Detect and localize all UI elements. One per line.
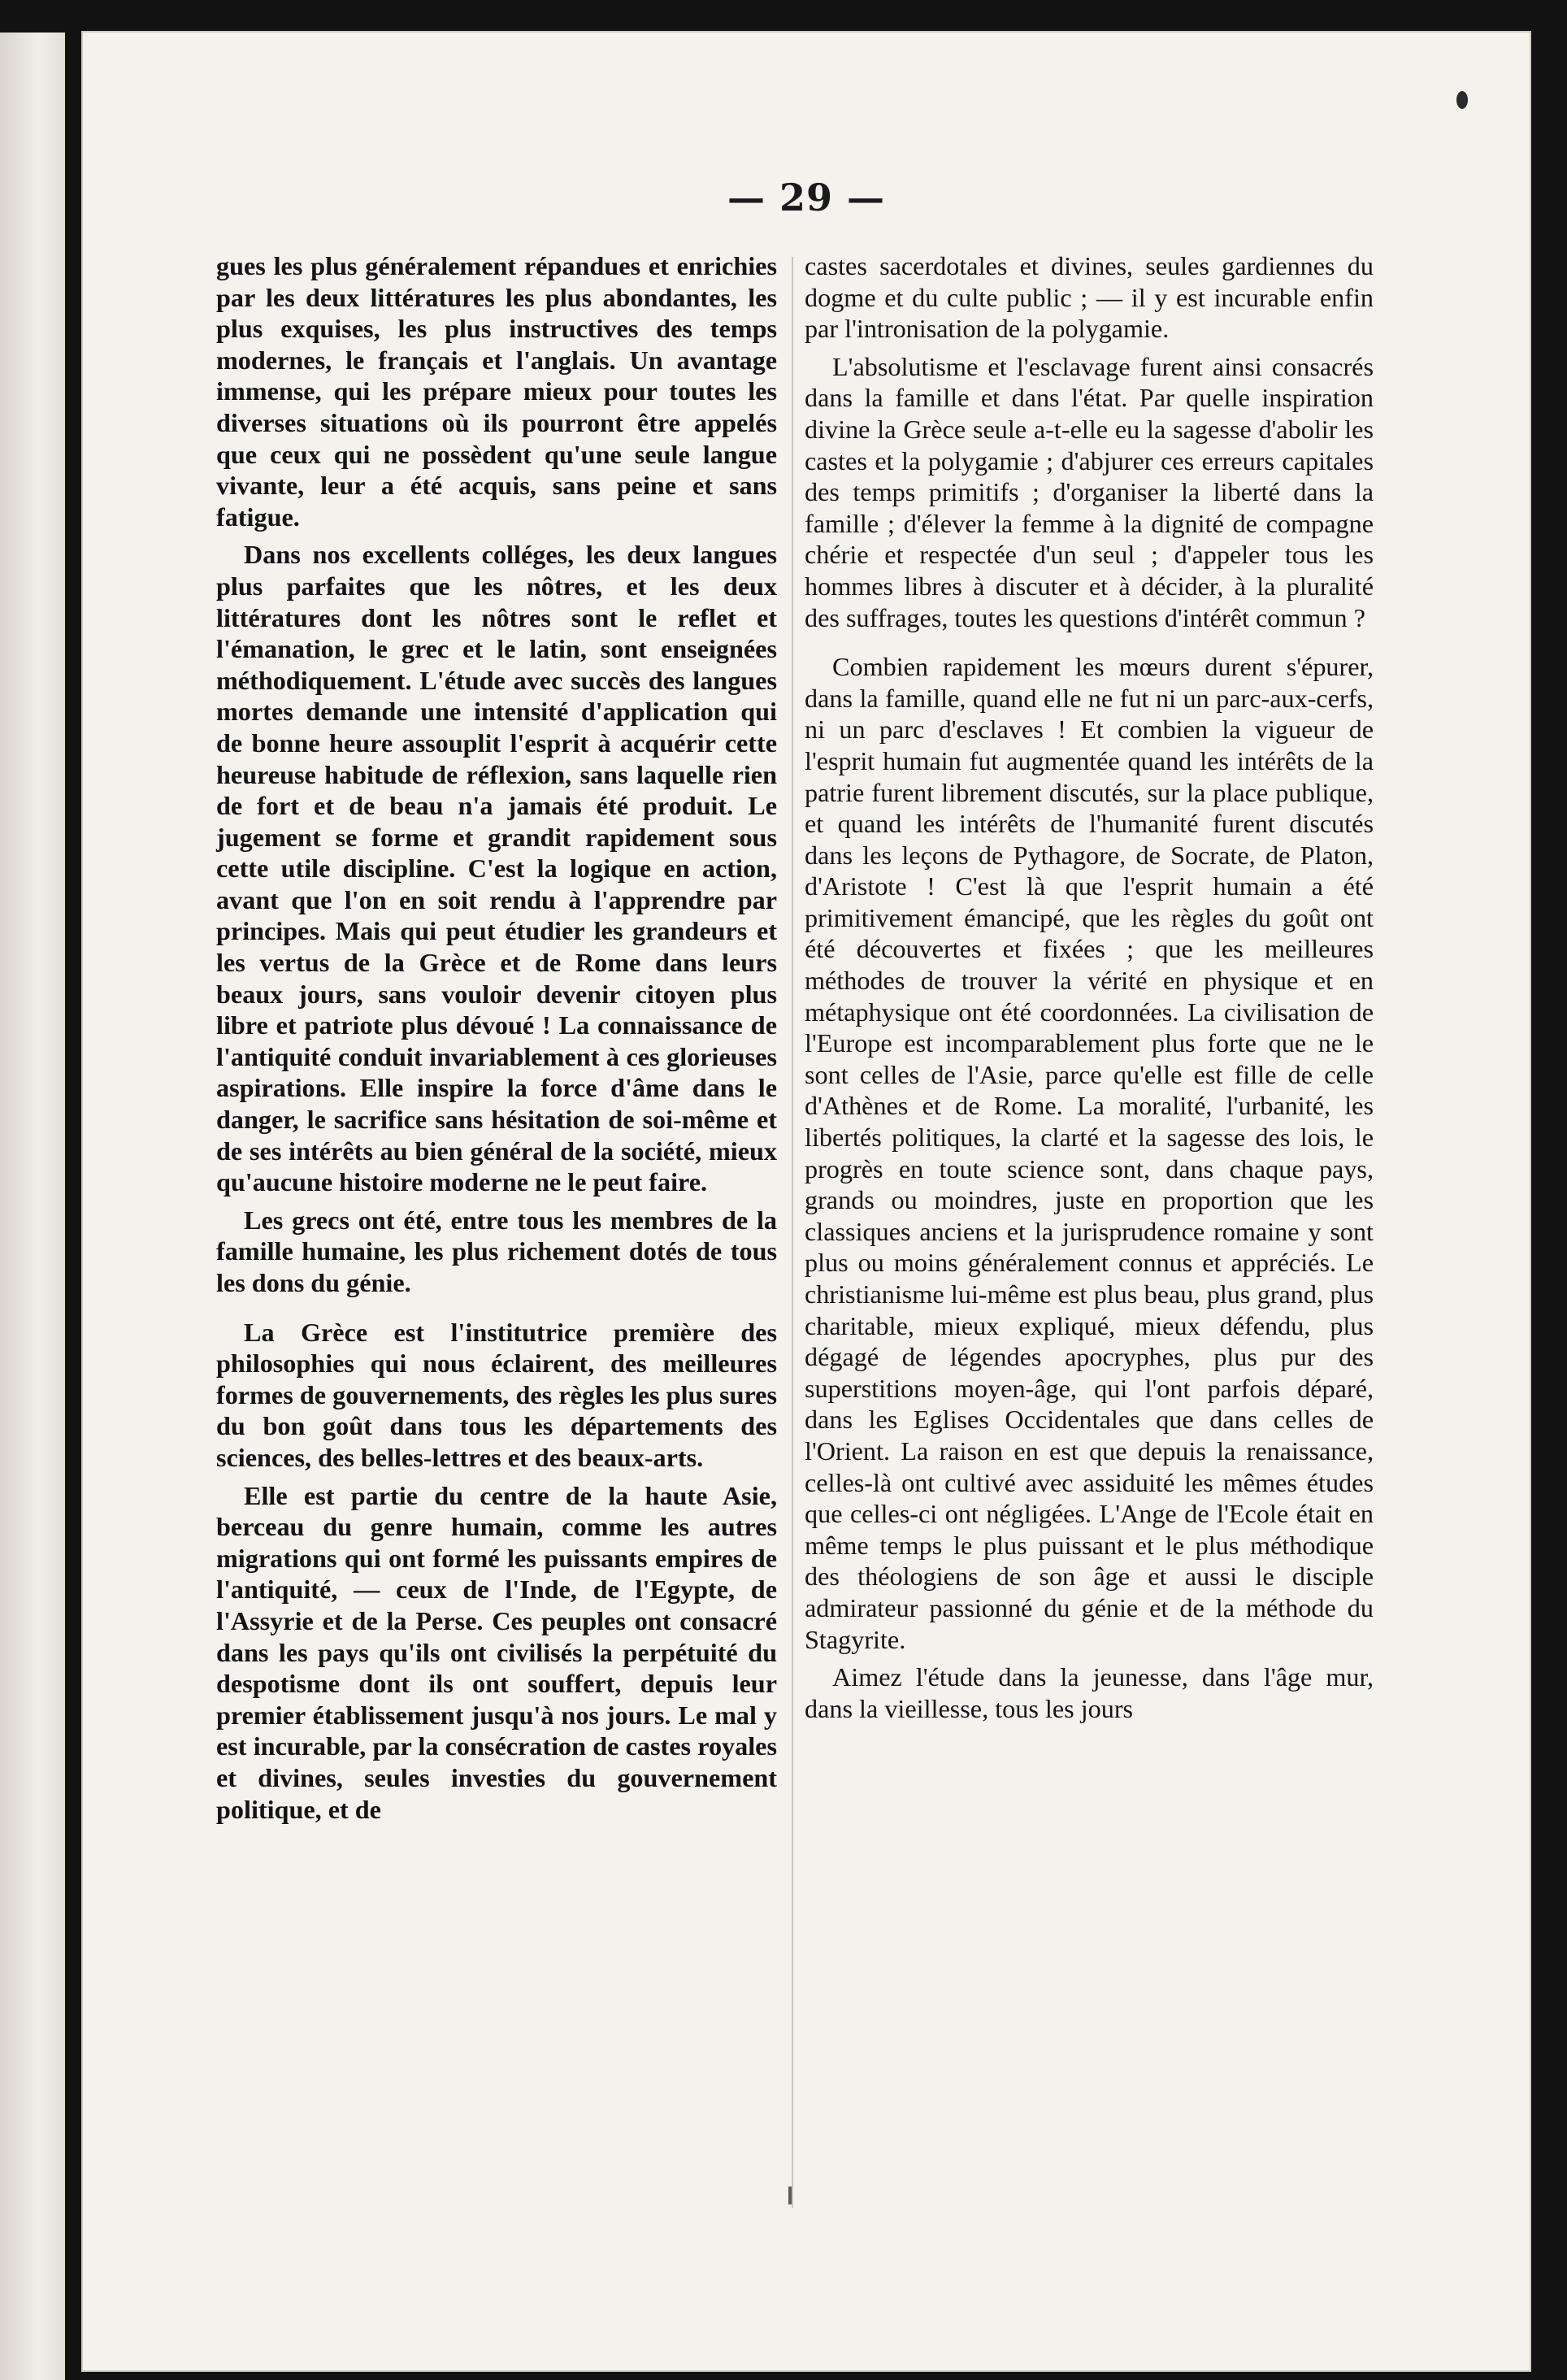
ink-spot — [1456, 91, 1468, 109]
paragraph: Combien rapidement les mœurs durent s'épurer, dans la famille, quand elle ne fut ni un parc-aux-cerfs, ni un parc d'esclaves ! Et combien la vigueur de l'esprit humain fut augmentée quand les intérêts de la patrie furent librement discutés, sur la place publique, et quand les intérêts de l'humanité furent discutés dans les leçons de Pythagore, de Socrate, de Platon, d'Aristote ! C'est là que l'esprit humain a été primitivement émancipé, que les règles du goût ont été découvertes et fixées ; que les meilleures méthodes de trouver la vérité en physique et en métaphysique ont été coordonnées. La civilisation de l'Europe est incomparablement plus forte que ne le sont celles de l'Asie, parce qu'elle est fille de celle d'Athènes et de Rome. La moralité, l'urbanité, les libertés politiques, la clarté et la sagesse des lois, le progrès en toute science sont, dans chaque pays, grands ou moindres, juste en proportion que les classiques anciens et la jurisprudence romaine y sont plus ou moins généralement connus et appréciés. Le christianisme lui-même est plus beau, plus grand, plus charitable, mieux expliqué, mieux défendu, plus dégagé de légendes apocryphes, plus pur des superstitions moyen-âge, qui l'ont parfois déparé, dans les Eglises Occidentales que dans celles de l'Orient. La raison en est que depuis la renaissance, celles-là ont cultivé avec assiduité les mêmes études que celles-ci ont négligées. L'Ange de l'Ecole était en même temps le plus puissant et le plus méthodique des théologiens de son âge et aussi le disciple admirateur passionné du génie et de la méthode du Stagyrite. — [805, 652, 1374, 1654]
paragraph: Elle est partie du centre de la haute Asie, berceau du genre humain, comme les autres migrations qui ont formé les puissants empires de l'antiquité, — ceux de l'Inde, de l'Egypte, de l'Assyrie et de la Perse. Ces peuples ont consacré dans les pays qu'ils ont civilisés la perpétuité du despotisme dont ils ont souffert, depuis leur premier établissement jusqu'à nos jours. Le mal y est incurable, par la consécration de castes royales et divines, seules investies du gouvernement politique, et de — [216, 1480, 777, 1824]
column-divider — [792, 257, 793, 2208]
paragraph: Aimez l'étude dans la jeunesse, dans l'âge mur, dans la vieillesse, tous les jours — [805, 1662, 1374, 1723]
paragraph: castes sacerdotales et divines, seules gardiennes du dogme et du culte public ; — il y est incurable enfin par l'intronisation de la polygamie. — [805, 251, 1374, 344]
book-page — [83, 33, 1530, 2370]
previous-page-edge — [0, 33, 65, 2380]
paragraph: gues les plus généralement répandues et enrichies par les deux littératures les plus abondantes, les plus exquises, les plus instructives des temps modernes, le français et l'anglais. Un avantage immense, qui les prépare mieux pour toutes les diverses situations où ils pourront être appelés que ceux qui ne possèdent qu'une seule langue vivante, leur a été acquis, sans peine et sans fatigue. — [216, 251, 777, 532]
left-column — [216, 250, 777, 1825]
page-number: — 29 — — [727, 176, 886, 219]
column-divider-mark — [788, 2187, 792, 2204]
paragraph: Les grecs ont été, entre tous les membres de la famille humaine, les plus richement dotés de tous les dons du génie. — [216, 1205, 777, 1297]
paragraph: L'absolutisme et l'esclavage furent ainsi consacrés dans la famille et dans l'état. Par quelle inspiration divine la Grèce seule a-t-elle eu la sagesse d'abolir les castes et la polygamie ; d'abjurer ces erreurs capitales des temps primitifs ; d'organiser la liberté dans la famille ; d'élever la femme à la dignité de compagne chérie et respectée d'un seul ; d'appeler tous les hommes libres à discuter et à décider, à la pluralité des suffrages, toutes les questions d'intérêt commun ? — [805, 351, 1374, 632]
right-column — [805, 250, 1374, 1724]
paragraph: La Grèce est l'institutrice première des philosophies qui nous éclairent, des meilleures formes de gouvernements, des règles les plus sures du bon goût dans tous les départements des sciences, des belles-lettres et des beaux-arts. — [216, 1317, 777, 1472]
paragraph: Dans nos excellents colléges, les deux langues plus parfaites que les nôtres, et les deux littératures dont les nôtres sont le reflet et l'émanation, le grec et le latin, sont enseignées méthodiquement. L'étude avec succès des langues mortes demande une intensité d'application qui de bonne heure assouplit l'esprit à acquérir cette heureuse habitude de réflexion, sans laquelle rien de fort et de beau n'a jamais été produit. Le jugement se forme et grandit rapidement sous cette utile discipline. C'est la logique en action, avant que l'on en soit rendu à l'apprendre par principes. Mais qui peut étudier les grandeurs et les vertus de la Grèce et de Rome dans leurs beaux jours, sans vouloir devenir citoyen plus libre et patriote plus dévoué ! La connaissance de l'antiquité conduit invariablement à ces glorieuses aspirations. Elle inspire la force d'âme dans le danger, le sacrifice sans hésitation de soi-même et de ses intérêts au bien général de la société, mieux qu'aucune histoire moderne ne le peut faire. — [216, 540, 777, 1197]
